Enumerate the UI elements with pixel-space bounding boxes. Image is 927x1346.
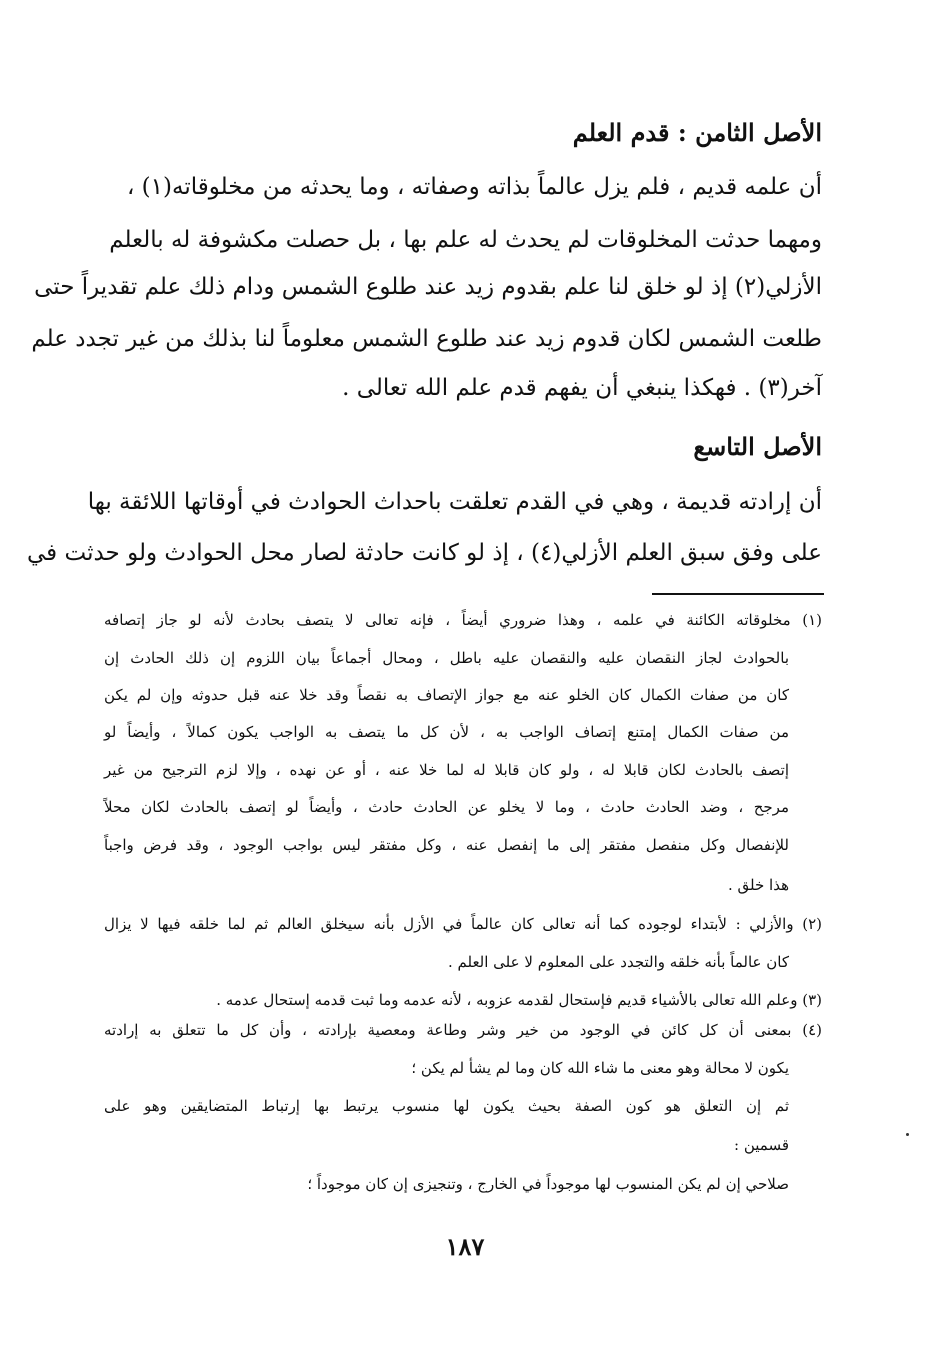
section-nine-heading: الأصل التاسع — [693, 432, 822, 461]
scan-speck — [906, 1133, 909, 1136]
section-eight-line-1: أن علمه قديم ، فلم يزل عالماً بذاته وصفاته ، وما يحدثه من مخلوقاته(١) ، — [126, 174, 822, 200]
footnote-2-line-1: (٢) والأزلي : لأبتداء لوجوده كما أنه تعالى كان عالماً في الأزل بأنه سيخلق العالم ثم لما خلقه فيها لا يزال — [104, 915, 822, 933]
section-eight-line-3: الأزلي(٢) إذ لو خلق لنا علم بقدوم زيد عند طلوع الشمس ودام ذلك علم تقديراً حتى — [34, 274, 822, 300]
footnote-4-line-3: ثم إن التعلق هو كون الصفة بحيث يكون لها منسوب يرتبط بها إرتباط المتضايقين وهو على — [104, 1097, 789, 1115]
footnote-3: (٣) وعلم الله تعالى بالأشياء قديم فإستحال لقدمه عزوبه ، لأنه عدمه وما ثبت قدمه إستحال عدمه . — [216, 991, 822, 1009]
footnote-4-line-5: صلاحي إن لم يكن المنسوب لها موجوداً في الخارج ، وتنجيزى إن كان موجوداً ؛ — [307, 1175, 789, 1193]
page-number: ١٨٧ — [445, 1232, 485, 1261]
footnote-1-line-8: هذا خلق . — [727, 876, 789, 894]
footnote-1-line-3: كان من صفات الكمال كان الخلو عنه مع جواز الإتصاف به نقصاً وقد خلا عنه قبل حدوثه وإن لم يكن — [104, 686, 789, 704]
section-eight-line-2: ومهما حدثت المخلوقات لم يحدث له علم بها ، بل حصلت مكشوفة له بالعلم — [109, 227, 822, 253]
footnote-1-line-5: إتصف بالحادث لكان قابلا له ، ولو كان قابلا له لما خلا عنه ، أو عن نهده ، وإلا لزم الترجيح من غير — [104, 761, 789, 779]
footnote-4-line-4: قسمين : — [734, 1136, 789, 1154]
footnote-1-line-6: مرجح ، وضد الحادث حادث ، وما لا يخلو عن الحادث حادث ، وأيضاً لو إتصف بالحادث لكان محلاً — [104, 798, 789, 816]
footnote-1-line-1: (١) مخلوقاته الكائنة في علمه ، وهذا ضروري أيضاً ، فإنه تعالى لا يتصف بحادث لأنه لو جاز إتصافه — [104, 611, 822, 629]
footnote-4-line-1: (٤) بمعنى أن كل كائن في الوجود من خير وشر وطاعة ومعصية بإرادته ، وأن كل ما تتعلق به إرادته — [104, 1021, 822, 1039]
section-nine-line-1: أن إرادته قديمة ، وهي في القدم تعلقت باحداث الحوادث في أوقاتها اللائقة بها — [87, 489, 822, 515]
section-nine-line-2: على وفق سبق العلم الأزلي(٤) ، إذ لو كانت حادثة لصار محل الحوادث ولو حدثت في — [27, 540, 822, 566]
footnote-4-line-2: يكون لا محالة وهو معنى ما شاء الله كان وما لم يشأ لم يكن ؛ — [411, 1059, 789, 1077]
section-eight-line-4: طلعت الشمس لكان قدوم زيد عند طلوع الشمس معلوماً لنا بذلك من غير تجدد علم — [31, 326, 822, 352]
section-eight-heading: الأصل الثامن : قدم العلم — [572, 118, 822, 147]
footnote-2-line-2: كان عالماً بأنه خلقه والتجدد على المعلوم لا على العلم . — [447, 953, 789, 971]
footnote-separator — [652, 593, 824, 595]
footnote-1-line-7: للإنفصال وكل منفصل مفتقر إلى ما إنفصل عنه ، وكل مفتقر ليس بواجب الوجود ، وقد فرض واجباً — [104, 836, 789, 854]
footnote-1-line-2: بالحوادث لجاز النقصان عليه والنقصان عليه باطل ، ومحال أجماعاً بيان اللزوم إن ذلك الحادث إن — [104, 649, 789, 667]
section-eight-line-5: آخر(٣) . فهكذا ينبغي أن يفهم قدم علم الله تعالى . — [342, 375, 822, 401]
footnote-1-line-4: من صفات الكمال إمتنع إتصاف الواجب به ، لأن كل ما يتصف به الواجب يكون كمالاً ، وأيضاً لو — [104, 723, 789, 741]
